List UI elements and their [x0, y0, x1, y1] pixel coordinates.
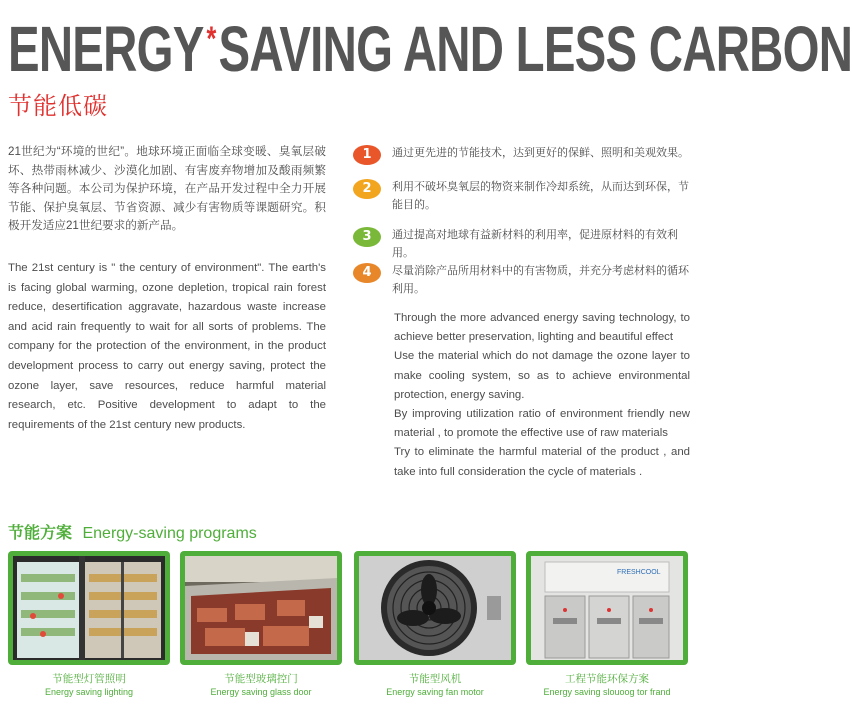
program-fan-frame — [354, 551, 516, 665]
page-subtitle: 节能低碳 — [8, 92, 108, 120]
intro-chinese: 21世纪为“环境的世纪”。地球环境正面临全球变暖、臭氧层破坏、热带雨林减少、沙漠化加剧、有害废弃物增加及酸雨频繁等各种问题。本公司为保护环境，在产品开发过程中全力开展节能、保护臭氧层、节省资源、减少有害物质等课题研究。积极开发适应21世纪要求的新产品。 — [8, 145, 326, 233]
program-fan — [354, 551, 516, 697]
point-2-badge — [352, 178, 382, 200]
intro-english: The 21st century is " the century of environment". The earth's is facing global warming, ozone depletion, tropical rain forest reduce, desertification aggravate, hazardous waste increase and acid rain frequently to wait for all sorts of problems. The company for the protection of the environment, in the product development process to carry out energy saving, protect the ozone layer, save resources, reduce harmful material research, etc. Positive development to adapt to the requirements of the 21st century new products. — [8, 261, 326, 431]
program-lighting-en: Energy saving lighting — [44, 687, 134, 697]
program-lighting-cn: 节能型灯管照明 — [52, 673, 126, 685]
fan-image — [359, 556, 511, 660]
point-2 — [352, 178, 694, 214]
programs-heading-cn: 节能方案 — [8, 523, 73, 542]
title-part-2: SAVING AND LESS CARBON — [218, 13, 852, 85]
point-4-text: 尽量消除产品所用材料中的有害物质，并充分考虑材料的循环利用。 — [392, 265, 689, 295]
title-star: * — [206, 20, 216, 58]
intro-column — [8, 143, 326, 435]
control-cabinet-image — [531, 556, 683, 660]
program-lighting-frame — [8, 551, 170, 665]
program-fan-en: Energy saving fan motor — [386, 687, 484, 697]
point-3-text: 通过提高对地球有益新材料的利用率，促进原材料的有效利用。 — [392, 229, 678, 259]
program-engineering-cn: 工程节能环保方案 — [565, 673, 649, 685]
control-cabinet-brand: FRESHCOOL — [617, 569, 661, 576]
program-glass-door-cn: 节能型玻璃控门 — [224, 673, 298, 685]
point-english-1: Through the more advanced energy saving technology, to achieve better preservation, lighting and beautiful effect — [394, 312, 690, 344]
point-4-number: 4 — [362, 265, 372, 280]
program-fan-cn: 节能型风机 — [408, 673, 462, 685]
point-3-number: 3 — [362, 229, 372, 244]
point-4 — [352, 262, 694, 298]
program-glass-door-frame — [180, 551, 342, 665]
point-1-number: 1 — [362, 147, 372, 162]
point-3-badge — [352, 226, 382, 248]
point-english-2: Use the material which do not damage the ozone layer to make cooling system, so as to achieve environmental protection, energy saving. — [394, 350, 690, 401]
program-engineering-en: Energy saving slouoog tor frand — [543, 687, 671, 697]
point-1-text: 通过更先进的节能技术，达到更好的保鲜、照明和美观效果。 — [392, 147, 689, 159]
freezer-glass-door-image — [185, 556, 337, 660]
point-english-4: Try to eliminate the harmful material of the product , and take into full consideration the cycle of materials . — [394, 446, 690, 478]
programs-heading — [8, 520, 257, 543]
point-1 — [352, 144, 694, 166]
point-3 — [352, 226, 694, 262]
display-cabinet-image — [13, 556, 165, 660]
point-4-badge — [352, 262, 382, 284]
title-part-1: ENERGY — [8, 13, 204, 85]
point-2-number: 2 — [362, 181, 372, 196]
points-english — [394, 309, 690, 482]
program-glass-door — [180, 551, 342, 697]
point-2-text: 利用不破坏臭氧层的物资来制作冷却系统，从而达到环保，节能目的。 — [392, 181, 689, 211]
program-engineering — [526, 551, 688, 697]
point-1-badge — [352, 144, 382, 166]
point-english-3: By improving utilization ratio of environment friendly new material , to promote the effective use of raw materials — [394, 408, 690, 440]
program-glass-door-en: Energy saving glass door — [210, 687, 312, 697]
programs-heading-en: Energy-saving programs — [82, 525, 257, 542]
program-lighting — [8, 551, 170, 697]
program-engineering-frame — [526, 551, 688, 665]
page-title — [8, 10, 852, 88]
